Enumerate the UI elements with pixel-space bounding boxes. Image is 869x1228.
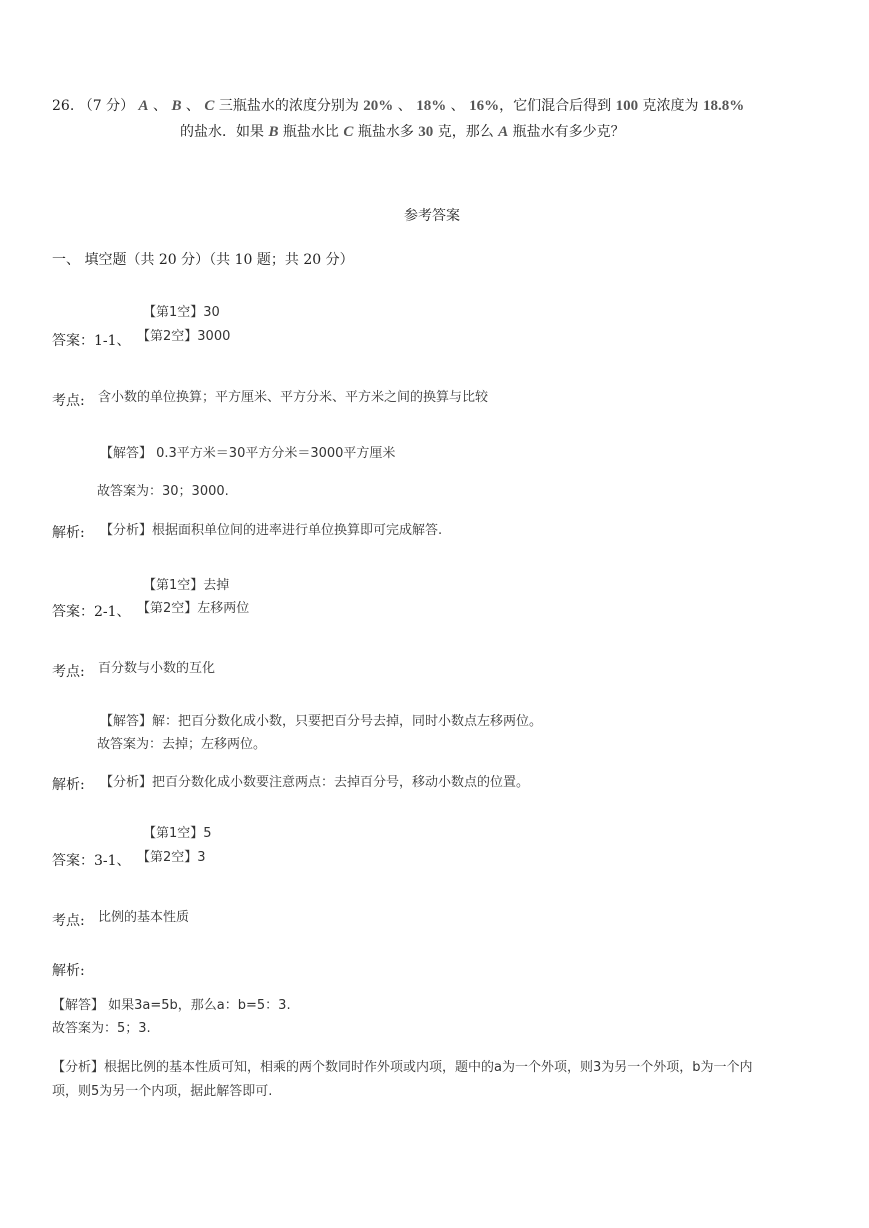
total-mass: 100 [615,98,639,114]
var-b: B [171,98,182,114]
fenxi-text: 【分析】根据面积单位间的进率进行单位换算即可完成解答. [100,523,443,538]
fenxi-text: 【分析】把百分数化成小数要注意两点：去掉百分号，移动小数点的位置。 [100,775,530,790]
question-score: （7 分） [78,98,135,114]
answer-label: 答案：3-1、 [52,853,131,869]
concentration-1: 20% [363,98,394,114]
kaodian-text: 比例的基本性质 [98,910,190,925]
question-text: 克浓度为 [642,98,699,114]
answer-label: 答案：1-1、 [52,333,131,349]
blank-2: 【第2空】左移两位 [137,601,250,616]
fenxi-line-1: 【分析】根据比例的基本性质可知，相乘的两个数同时作外项或内项，题中的a为一个外项，则3为另一个外项，b为一个内 [52,1060,753,1075]
kaodian-label: 考点: [52,664,85,680]
var-a: A [498,124,509,140]
concentration-3: 16% [469,98,500,114]
jieda-line-2: 故答案为：30；3000. [97,484,229,499]
separator: 、 [397,98,412,114]
var-c: C [343,124,354,140]
concentration-2: 18% [416,98,447,114]
mass-difference: 30 [418,124,434,140]
blank-1: 【第1空】5 [143,826,212,841]
separator: 、 [450,98,465,114]
jieda-line-1: 【解答】 如果3a=5b，那么a：b=5：3. [52,998,291,1013]
fenxi-line-2: 项，则5为另一个内项，据此解答即可. [52,1084,273,1099]
question-line-2 [180,122,625,142]
blank-2: 【第2空】3000 [137,329,231,344]
var-b: B [268,124,279,140]
var-a: A [138,98,149,114]
answer-label: 答案：2-1、 [52,604,131,620]
question-line-1 [52,96,744,116]
mixed-concentration: 18.8% [702,98,745,114]
jiexi-label: 解析: [52,777,85,793]
jiexi-label: 解析: [52,525,85,541]
question-number: 26. [52,98,75,114]
blank-1: 【第1空】去掉 [143,578,230,593]
kaodian-text: 百分数与小数的互化 [98,661,216,676]
var-c: C [204,98,215,114]
jiexi-label: 解析: [52,963,85,979]
blank-2: 【第2空】3 [137,850,206,865]
question-text: 瓶盐水比 [282,124,339,140]
blank-1: 【第1空】30 [143,305,220,320]
jieda-line-2: 故答案为：去掉；左移两位。 [97,737,267,752]
question-text: 的盐水．如果 [180,124,264,140]
jieda-line-1: 【解答】 0.3平方米＝30平方分米＝3000平方厘米 [100,446,396,461]
question-text: 瓶盐水有多少克？ [512,124,625,140]
kaodian-label: 考点: [52,913,85,929]
jieda-line-1: 【解答】解：把百分数化成小数，只要把百分号去掉，同时小数点左移两位。 [100,714,543,729]
jieda-line-2: 故答案为：5；3. [52,1021,151,1036]
answers-title: 参考答案 [404,208,460,224]
kaodian-label: 考点: [52,393,85,409]
question-text: ，它们混合后得到 [499,98,612,114]
separator: 、 [185,98,200,114]
question-text: 克，那么 [437,124,494,140]
question-text: 瓶盐水多 [357,124,414,140]
section-heading: 一、 填空题（共 20 分）（共 10 题；共 20 分） [52,252,354,268]
kaodian-text: 含小数的单位换算；平方厘米、平方分米、平方米之间的换算与比较 [98,390,489,405]
question-text: 三瓶盐水的浓度分别为 [218,98,359,114]
separator: 、 [153,98,167,114]
